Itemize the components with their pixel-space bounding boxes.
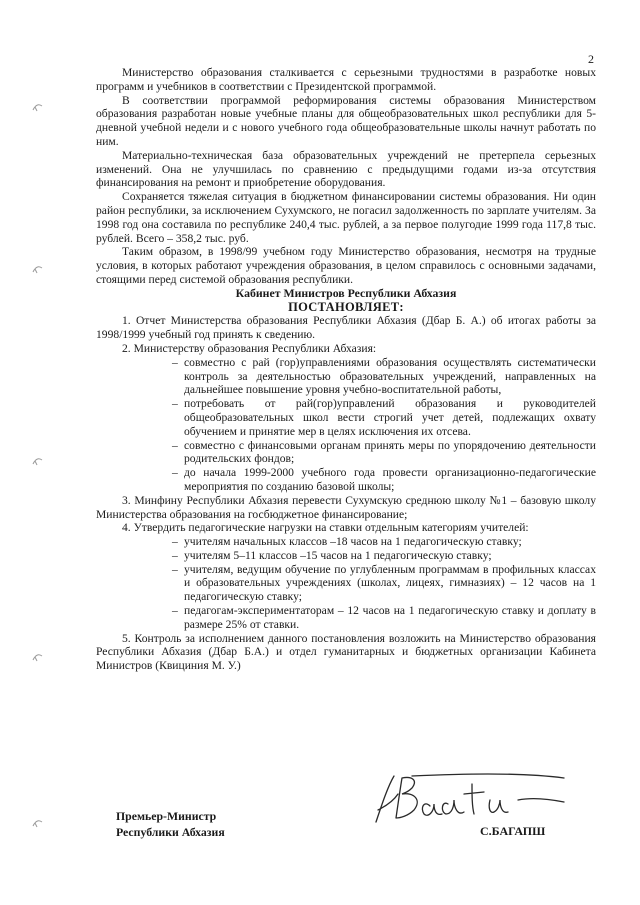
item-2-list: [96, 356, 596, 494]
list-item: [172, 563, 596, 604]
margin-mark-icon: [30, 454, 46, 468]
list-item: [172, 356, 596, 397]
decree-item-2: 2. Министерству образования Республики Абхазия:: [122, 341, 377, 355]
paragraph: Материально-техническая база образовательных учреждений не претерпела серьезных изменений. Она не улучшилась по сравнению с предыдущими годами из-за отсутствия финансирования на ремонт и приобретение оборудования.: [96, 148, 596, 190]
dash-marker: –: [172, 548, 178, 562]
handwritten-signature: [368, 770, 568, 830]
dash-marker: –: [172, 466, 178, 480]
signatory-title-line: Премьер-Министр: [116, 809, 217, 823]
paragraph: В соответствии программой реформирования системы образования Министерством образования разработан новые учебные планы для общеобразовательных школ республики для 5-дневной учебной недели и с нового учебного года общеобразовательные школы начнут работать по ним.: [96, 93, 596, 148]
list-item: [172, 397, 596, 438]
decree-item-5: 5. Контроль за исполнением данного постановления возложить на Министерство образования Республики Абхазия (Дбар Б.А.) и отдел гуманитарных и бюджетных организации Кабинета Министров (Квициния М. У.): [96, 631, 596, 673]
paragraph: Сохраняется тяжелая ситуация в бюджетном финансировании системы образования. Ни один район республики, за исключением Сухумского, не погасил задолженность по зарплате учителям. За 1998 год она составила по республике 240,4 тыс. рублей, а за первое полугодие 1999 года 117,8 тыс. рублей. Всего – 358,2 тыс. руб.: [96, 190, 596, 245]
list-item: [172, 439, 596, 467]
dash-marker: –: [172, 604, 178, 618]
page-number: 2: [588, 52, 594, 66]
list-item-text: учителям, ведущим обучение по углубленным программам в профильных классах и образовательных учреждениях (школах, лицеях, гимназиях) – 12 часов на 1 педагогическую ставку;: [184, 562, 596, 604]
dash-marker: –: [172, 397, 178, 411]
list-item-text: до начала 1999-2000 учебного года провести организационно-педагогические мероприятия по созданию базовой школы;: [184, 466, 596, 493]
decree-item-4: 4. Утвердить педагогические нагрузки на ставки отдельным категориям учителей:: [122, 521, 529, 535]
decree-item-1: 1. Отчет Министерства образования Республики Абхазия (Дбар Б. А.) об итогах работы за 1998/1999 учебный год принять к сведению.: [96, 314, 596, 342]
margin-mark-icon: [30, 650, 46, 664]
signatory-name: С.БАГАПШ: [480, 824, 546, 838]
signatory-title-line: Республики Абхазия: [116, 825, 225, 839]
dash-marker: –: [172, 355, 178, 369]
margin-mark-icon: [30, 816, 46, 830]
margin-mark-icon: [30, 262, 46, 276]
list-item-text: педагогам-экспериментаторам – 12 часов на 1 педагогическую ставку и доплату в размере 25% от ставки.: [184, 604, 596, 631]
list-item: [172, 466, 596, 494]
list-item: [172, 535, 596, 549]
list-item: [172, 549, 596, 563]
item-4-list: [96, 535, 596, 632]
cabinet-heading: Кабинет Министров Республики Абхазия: [235, 285, 457, 300]
decree-item-3: 3. Минфину Республики Абхазия перевести Сухумскую среднюю школу №1 – базовую школу Министерства образования на госбюджетное финансирование;: [96, 493, 596, 521]
document-body: [96, 66, 596, 673]
dash-marker: –: [172, 438, 178, 452]
list-item-text: учителям 5–11 классов –15 часов на 1 педагогическую ставку;: [184, 548, 492, 562]
list-item-text: потребовать от рай(гор)управлений образования и руководителей общеобразовательных школ вести строгий учет детей, подлежащих охвату обучением и принятие мер в целях исключения их отсева.: [184, 397, 596, 438]
margin-mark-icon: [30, 100, 46, 114]
list-item-text: совместно с рай (гор)управлениями образования осуществлять систематически контроль за деятельностью образовательных учреждений, направленных на дальнейшее повышение уровня учебно-воспитательной работы,: [184, 355, 596, 397]
decree-heading: ПОСТАНОВЛЯЕТ:: [288, 299, 404, 314]
paragraph: Министерство образования сталкивается с серьезными трудностями в разработке новых программ и учебников в соответствии с Президентской программой.: [96, 66, 596, 93]
paragraph: Таким образом, в 1998/99 учебном году Министерство образования, несмотря на трудные условия, в которых работают учреждения образования, в целом справилось с основными задачами, стоящими перед системой образования республики.: [96, 245, 596, 286]
dash-marker: –: [172, 535, 178, 549]
list-item-text: учителям начальных классов –18 часов на 1 педагогическую ставку;: [184, 535, 522, 549]
dash-marker: –: [172, 562, 178, 576]
list-item-text: совместно с финансовыми органам принять меры по упорядочению деятельности родительских фондов;: [184, 438, 596, 466]
signatory-title: [116, 808, 225, 840]
list-item: [172, 604, 596, 632]
